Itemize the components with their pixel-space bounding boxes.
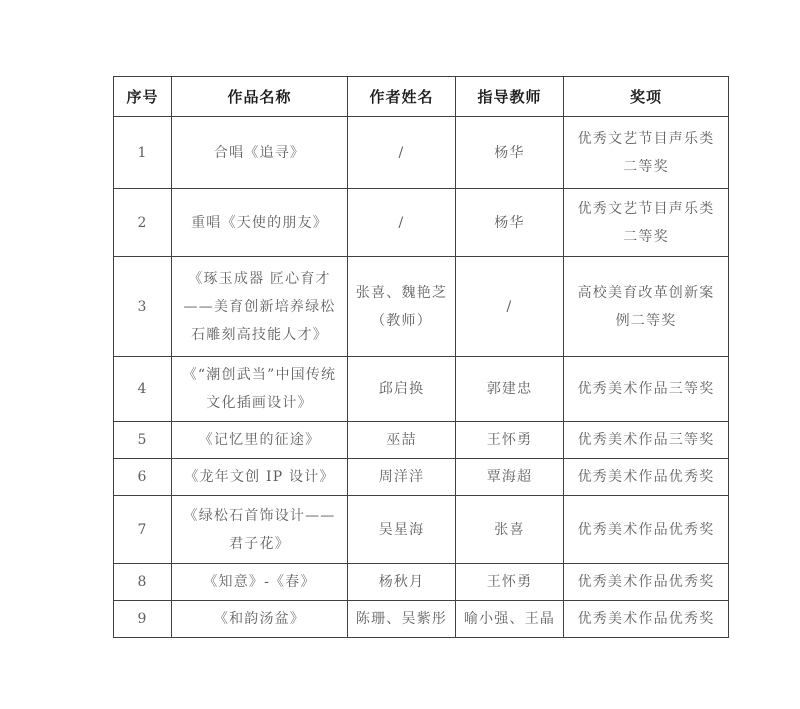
cell-work-title: 《“潮创武当”中国传统文化插画设计》 <box>172 357 348 422</box>
cell-advisor-name: 杨华 <box>456 189 564 257</box>
column-header-advisor: 指导教师 <box>456 77 564 117</box>
cell-advisor-name: 喻小强、王晶 <box>456 601 564 638</box>
table-row <box>114 601 729 638</box>
cell-serial-number: 9 <box>114 601 172 638</box>
table-row <box>114 564 729 601</box>
header-row <box>114 77 729 117</box>
cell-serial-number: 8 <box>114 564 172 601</box>
cell-advisor-name: 张喜 <box>456 496 564 564</box>
cell-advisor-name: / <box>456 257 564 357</box>
table-row <box>114 496 729 564</box>
cell-advisor-name: 杨华 <box>456 117 564 189</box>
cell-work-title: 《龙年文创 IP 设计》 <box>172 459 348 496</box>
cell-author-name: / <box>348 189 456 257</box>
cell-award-name: 优秀文艺节目声乐类二等奖 <box>564 117 729 189</box>
cell-serial-number: 7 <box>114 496 172 564</box>
cell-advisor-name: 王怀勇 <box>456 422 564 459</box>
cell-award-name: 高校美育改革创新案例二等奖 <box>564 257 729 357</box>
cell-work-title: 合唱《追寻》 <box>172 117 348 189</box>
cell-work-title: 《绿松石首饰设计——君子花》 <box>172 496 348 564</box>
cell-serial-number: 3 <box>114 257 172 357</box>
column-header-work: 作品名称 <box>172 77 348 117</box>
cell-author-name: 杨秋月 <box>348 564 456 601</box>
cell-advisor-name: 覃海超 <box>456 459 564 496</box>
cell-award-name: 优秀美术作品优秀奖 <box>564 564 729 601</box>
cell-award-name: 优秀美术作品优秀奖 <box>564 601 729 638</box>
table-body <box>114 117 729 638</box>
cell-award-name: 优秀美术作品三等奖 <box>564 422 729 459</box>
cell-advisor-name: 郭建忠 <box>456 357 564 422</box>
cell-serial-number: 4 <box>114 357 172 422</box>
cell-author-name: 周洋洋 <box>348 459 456 496</box>
table-row <box>114 459 729 496</box>
cell-serial-number: 6 <box>114 459 172 496</box>
cell-work-title: 《记忆里的征途》 <box>172 422 348 459</box>
table-row <box>114 257 729 357</box>
table-row <box>114 189 729 257</box>
cell-advisor-name: 王怀勇 <box>456 564 564 601</box>
column-header-serial: 序号 <box>114 77 172 117</box>
cell-serial-number: 1 <box>114 117 172 189</box>
column-header-author: 作者姓名 <box>348 77 456 117</box>
cell-award-name: 优秀美术作品三等奖 <box>564 357 729 422</box>
cell-work-title: 《知意》-《春》 <box>172 564 348 601</box>
cell-serial-number: 5 <box>114 422 172 459</box>
cell-work-title: 《琢玉成器 匠心育才——美育创新培养绿松石雕刻高技能人才》 <box>172 257 348 357</box>
table-row <box>114 422 729 459</box>
cell-serial-number: 2 <box>114 189 172 257</box>
table-row <box>114 357 729 422</box>
table-row <box>114 117 729 189</box>
cell-award-name: 优秀美术作品优秀奖 <box>564 459 729 496</box>
awards-table <box>113 76 729 638</box>
cell-author-name: 吴星海 <box>348 496 456 564</box>
cell-author-name: / <box>348 117 456 189</box>
cell-award-name: 优秀美术作品优秀奖 <box>564 496 729 564</box>
cell-author-name: 巫喆 <box>348 422 456 459</box>
cell-work-title: 《和韵汤盆》 <box>172 601 348 638</box>
cell-author-name: 张喜、魏艳芝（教师） <box>348 257 456 357</box>
cell-author-name: 陈珊、吴紫彤 <box>348 601 456 638</box>
cell-award-name: 优秀文艺节目声乐类二等奖 <box>564 189 729 257</box>
column-header-award: 奖项 <box>564 77 729 117</box>
cell-work-title: 重唱《天使的朋友》 <box>172 189 348 257</box>
cell-author-name: 邱启换 <box>348 357 456 422</box>
